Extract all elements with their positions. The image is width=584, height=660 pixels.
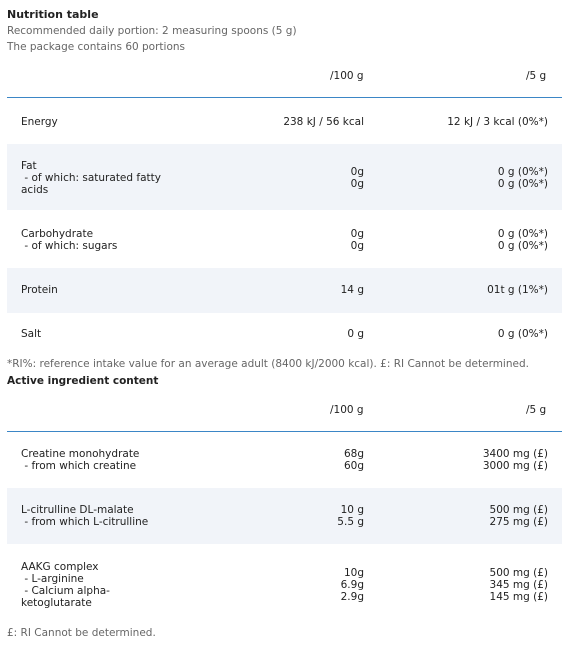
daily-portion-text: Recommended daily portion: 2 measuring spoons (5 g) bbox=[7, 25, 297, 37]
row-label: L-citrulline DL-malate - from which L-citrulline bbox=[21, 504, 149, 528]
table-row bbox=[7, 98, 562, 144]
row-per-100g: 0g 0g bbox=[350, 166, 364, 190]
row-label: Carbohydrate - of which: sugars bbox=[21, 228, 118, 252]
package-portions-text: The package contains 60 portions bbox=[7, 41, 186, 53]
table-row bbox=[7, 488, 562, 544]
row-per-100g: 10 g 5.5 g bbox=[337, 504, 364, 528]
row-label: Fat - of which: saturated fatty acids bbox=[21, 160, 161, 196]
active-col-5g: /5 g bbox=[526, 404, 547, 416]
row-per-100g: 14 g bbox=[340, 284, 364, 296]
row-per-5g: 01t g (1%*) bbox=[487, 284, 548, 296]
row-per-5g: 500 mg (£) 275 mg (£) bbox=[489, 504, 548, 528]
row-per-5g: 3400 mg (£) 3000 mg (£) bbox=[482, 448, 548, 472]
row-label: Creatine monohydrate - from which creatine bbox=[21, 448, 140, 472]
row-per-5g: 12 kJ / 3 kcal (0%*) bbox=[447, 116, 548, 128]
row-per-100g: 10g 6.9g 2.9g bbox=[340, 567, 364, 603]
row-label: Salt bbox=[21, 328, 42, 340]
row-label: AAKG complex - L-arginine - Calcium alpha- ketoglutarate bbox=[21, 561, 110, 609]
row-per-5g: 0 g (0%*) 0 g (0%*) bbox=[497, 228, 548, 252]
row-per-100g: 68g 60g bbox=[343, 448, 364, 472]
nutrition-col-100g: /100 g bbox=[330, 70, 364, 82]
row-per-5g: 0 g (0%*) 0 g (0%*) bbox=[497, 166, 548, 190]
row-per-100g: 0g 0g bbox=[350, 228, 364, 252]
row-label: Energy bbox=[21, 116, 58, 128]
nutrition-footnote: *RI%: reference intake value for an average adult (8400 kJ/2000 kcal). £: RI Cannot be determined. bbox=[7, 358, 529, 370]
row-per-100g: 0 g bbox=[347, 328, 364, 340]
row-per-5g: 0 g (0%*) bbox=[497, 328, 548, 340]
row-per-5g: 500 mg (£) 345 mg (£) 145 mg (£) bbox=[489, 567, 548, 603]
table-row bbox=[7, 544, 562, 622]
nutrition-title: Nutrition table bbox=[7, 8, 99, 21]
active-col-100g: /100 g bbox=[330, 404, 364, 416]
table-row bbox=[7, 144, 562, 210]
row-per-100g: 238 kJ / 56 kcal bbox=[283, 116, 364, 128]
row-label: Protein bbox=[21, 284, 58, 296]
active-footnote: £: RI Cannot be determined. bbox=[7, 627, 156, 639]
table-row bbox=[7, 268, 562, 313]
active-ingredients-title: Active ingredient content bbox=[7, 375, 159, 387]
table-row bbox=[7, 313, 562, 355]
table-row bbox=[7, 210, 562, 268]
table-row bbox=[7, 432, 562, 488]
nutrition-col-5g: /5 g bbox=[526, 70, 547, 82]
